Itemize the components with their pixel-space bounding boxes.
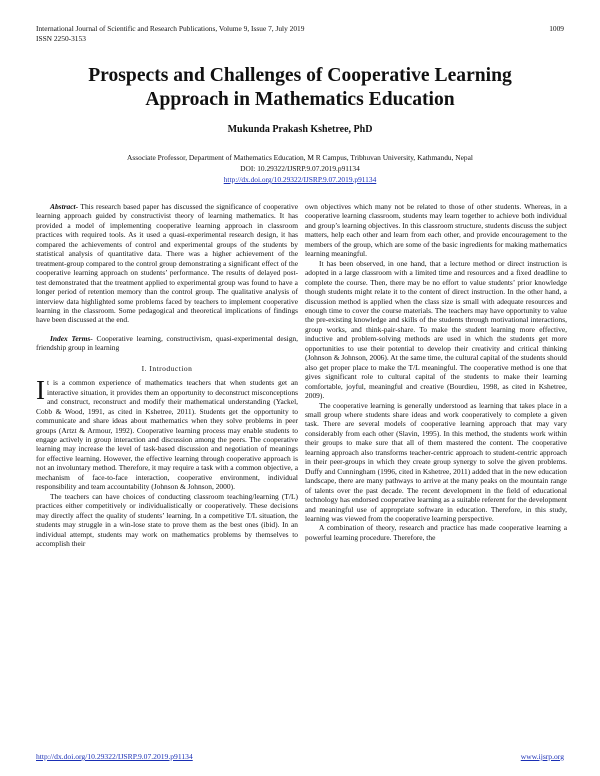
index-terms	[36, 334, 298, 353]
index-terms-text: Cooperative learning, constructivism, quasi-experimental design, friendship group in learning	[36, 333, 298, 353]
abstract-text: This research based paper has discussed the significance of cooperative learning approach guided by constructivist theory of learning mathematics. It has provided a model of implementing cooperative learning approach in classroom practices with required tools. As it used a quasi-experimental research design, it has compared the achievements of control and experimental groups of the students by statistical analysis of quantitative data. There was a higher achievement of the treatment-group compared to the control group demonstrating a significant effect of the cooperative learning approach on students’ performance. The results of delayed post-test demonstrated that the treatment applied to experimental group was found to have a longer period of retention memory than the control group. The qualitative analysis of interview data highlighted some problems faced by teachers to implement cooperative learning in the classroom. Some pedagogical and theoretical implications of findings have been discussed at the end.	[36, 202, 298, 325]
index-terms-label: Index Terms-	[50, 333, 93, 343]
doi-link[interactable]: http://dx.doi.org/10.29322/IJSRP.9.07.2019.p91134	[223, 175, 377, 184]
title-line-1: Prospects and Challenges of Cooperative Learning	[88, 65, 512, 86]
right-paragraph-4: A combination of theory, research and practice has made cooperative learning a powerful learning procedure. Therefore, the	[305, 523, 567, 542]
intro-paragraph-2: The teachers can have choices of conducting classroom teaching/learning (T/L) practices either competitively or individualistically or cooperatively. These decisions may directly affect the quality of students’ learning. In a competitive T/L situation, the students may struggle in a win-lose state to prove them as the best ones (ibid). In an individual attempt, students may work on mathematics problems by themselves to accomplish their	[36, 491, 298, 548]
page-number: 1009	[549, 24, 564, 33]
abstract-label: Abstract-	[50, 202, 79, 211]
intro-paragraph-1-text: t is a common experience of mathematics teachers that when students get an interactive situation, it provides them an opportunity to deconstruct misconceptions and construct, reconstruct and modify their mathematical understanding (Yackel, Cobb & Wood, 1991, as cited in Kshetree, 2011). Students get the opportunity to communicate and share ideas about mathematics when they solve problems in peer groups (Artzt & Armour, 1992). Cooperative learning process may enable students to engage actively in group interaction and discussion among the peers. The cooperative learning may increase the level of task-based discussion and negotiation of meanings for effective learning. However, the effective learning through cooperative approach is not an involuntary method. Therefore, it may require a task with a common objective, a mechanism of face-to-face interaction, cooperative environment, individual responsibility and team accountability (Johnson & Johnson, 2000).	[36, 378, 298, 492]
section-heading: I. Introduction	[141, 363, 193, 373]
doi-text: DOI: 10.29322/IJSRP.9.07.2019.p91134	[240, 164, 360, 173]
left-column	[36, 202, 298, 548]
paper-title	[36, 64, 564, 112]
right-paragraph-1: own objectives which many not be related to those of other students. Whereas, in a cooperative learning classroom, students may learn together to achieve both individual and group’s learning objectives. In this classroom structure, students discuss the subject matters, help each other and learn from each other, and provide encouragement to the members of the group, which are some of the basic ingredients for making mathematics learning meaningful.	[305, 202, 567, 259]
title-line-2: Approach in Mathematics Education	[145, 89, 455, 110]
running-header	[36, 24, 564, 43]
affiliation-block	[36, 152, 564, 185]
right-paragraph-2: It has been observed, in one hand, that a lecture method or direct instruction is adopted in a large classroom with a limited time and resources and a fixed deadline to complete the course. Then, there may be no effort to value students’ prior knowledge though students might relate it to the content of direct instruction. In the other hand, a discussion method is applied when the class size is small with adequate resources and enough time to cover the course materials. The teachers may have opportunity to value the pre-existing knowledge and skills of the students through motivational interactions, group works, and think-pair-share. To make the student learning more effective, inductive and problem-solving methods are used in which the students get more opportunities to use their potential to develop their creativity and critical thinking (Johnson & Johnson, 2006). At the same time, the cultural capital of the students should also get proper place to make the T/L meaningful. The cooperative method is one that gives significant role to cultural capital of the students to make their learning comfortable, joyful, meaningful and creative (Bourdieu, 1998, as cited in Kshetree, 2009).	[305, 258, 567, 401]
page-footer	[36, 752, 564, 761]
abstract	[36, 202, 298, 325]
drop-cap: I	[36, 375, 45, 406]
footer-doi-link[interactable]: http://dx.doi.org/10.29322/IJSRP.9.07.2019.p91134	[36, 752, 193, 761]
affiliation: Associate Professor, Department of Mathematics Education, M R Campus, Tribhuvan University, Kathmandu, Nepal	[127, 153, 473, 162]
right-paragraph-3: The cooperative learning is generally understood as learning that takes place in a small group where students share ideas and work cooperatively to complete a given task. There are several models of cooperative learning approach that may vary considerably from each other (Slavin, 1995). In this method, the students work within their groups to make sure that all of them mastered the content. The cooperative learning approach also transforms teacher-centric approach to student-centric approach in their peer-groups in which they create group synergy to solve the given problems. Duffy and Cunningham (1996, cited in Kshetree, 2011) added that in the new education landscape, there are many pathways to arrive at the many peaks on the mountain range of talents over the past decade. The recent development in the field of educational technology has endorsed cooperative learning as a suitable referent for the development and meaningful use of appropriate software in education. Therefore, in this study, learning was viewed from the cooperative learning perspective.	[305, 400, 567, 523]
journal-line: International Journal of Scientific and Research Publications, Volume 9, Issue 7, July 2019	[36, 24, 305, 33]
issn-line: ISSN 2250-3153	[36, 33, 86, 43]
intro-paragraph-1	[36, 375, 298, 492]
author-name: Mukunda Prakash Kshetree, PhD	[227, 124, 373, 135]
footer-site-link[interactable]: www.ijsrp.org	[520, 752, 564, 761]
right-column	[305, 202, 567, 542]
